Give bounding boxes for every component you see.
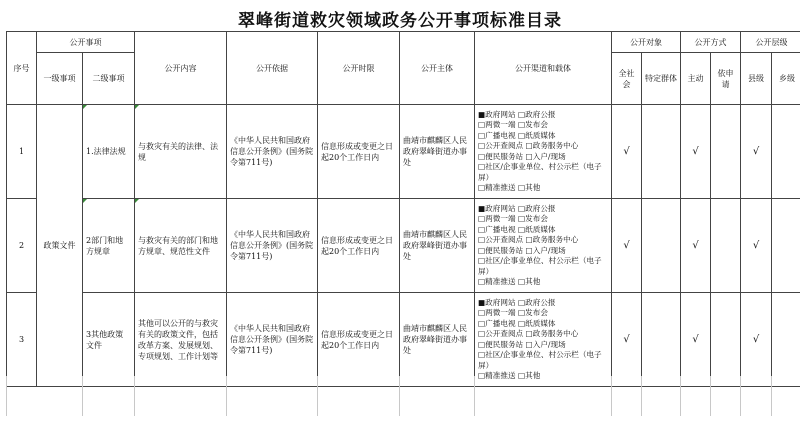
row-basis: 《中华人民共和国政府信息公开条例》(国务院令第711号) — [227, 293, 318, 387]
header-item: 公开事项 — [37, 32, 135, 53]
header-active: 主动 — [681, 53, 711, 105]
row-time: 信息形成或变更之日起20个工作日内 — [318, 293, 400, 387]
row-channels — [475, 105, 612, 199]
row-channels — [475, 293, 612, 387]
row-seq: 2 — [7, 199, 37, 293]
row-county-check: √ — [741, 105, 772, 199]
row-town-check — [772, 105, 800, 199]
row-apply-check — [711, 199, 741, 293]
table-row — [7, 199, 800, 293]
row-basis: 《中华人民共和国政府信息公开条例》(国务院令第711号) — [227, 199, 318, 293]
header-level1: 一级事项 — [37, 53, 83, 105]
row-level2: 1.法律法规 — [83, 105, 135, 199]
channel-line: □广播电视 □纸质媒体 — [478, 130, 556, 140]
row-channels — [475, 199, 612, 293]
header-level: 公开层级 — [741, 32, 800, 53]
channel-line: ■政府网站 □政府公报 — [478, 109, 556, 119]
header-county: 县级 — [741, 53, 772, 105]
row-subject: 曲靖市麒麟区人民政府翠峰街道办事处 — [400, 105, 475, 199]
row-level2: 3其他政策文件 — [83, 293, 135, 387]
table-row — [7, 293, 800, 387]
row-all-check: √ — [612, 293, 642, 387]
row-town-check — [772, 293, 800, 387]
catalog-table — [6, 31, 800, 387]
row-basis: 《中华人民共和国政府信息公开条例》(国务院令第711号) — [227, 105, 318, 199]
header-level2: 二级事项 — [83, 53, 135, 105]
channel-line: □社区/企事业单位、村公示栏（电子屏） — [478, 162, 602, 182]
header-target: 公开对象 — [612, 32, 681, 53]
channel-line: □两微一端 □发布会 — [478, 308, 548, 317]
row-specific-check — [642, 199, 681, 293]
header-content: 公开内容 — [135, 32, 227, 105]
channel-line: □公开查阅点 □政务服务中心 — [478, 329, 579, 338]
channel-line: ■政府网站 □政府公报 — [478, 297, 556, 307]
row-content: 与救灾有关的法律、法规 — [135, 105, 227, 199]
row-specific-check — [642, 105, 681, 199]
category-cell: 政策文件 — [37, 105, 83, 387]
channel-line: □广播电视 □纸质媒体 — [478, 318, 556, 328]
row-all-check: √ — [612, 105, 642, 199]
row-level2: 2部门和地方规章 — [83, 199, 135, 293]
row-seq: 3 — [7, 293, 37, 387]
row-active-check: √ — [681, 105, 711, 199]
channel-line: ■政府网站 □政府公报 — [478, 203, 556, 213]
page-title: 翠峰街道救灾领域政务公开事项标准目录 — [238, 11, 562, 31]
row-county-check: √ — [741, 293, 772, 387]
row-content: 与救灾有关的部门和地方规章、规范性文件 — [135, 199, 227, 293]
row-time: 信息形成或变更之日起20个工作日内 — [318, 199, 400, 293]
row-town-check — [772, 199, 800, 293]
header-town: 乡级 — [772, 53, 800, 105]
channel-line: □公开查阅点 □政务服务中心 — [478, 235, 579, 244]
header-basis: 公开依据 — [227, 32, 318, 105]
row-apply-check — [711, 105, 741, 199]
header-specific: 特定群体 — [642, 53, 681, 105]
channel-line: □广播电视 □纸质媒体 — [478, 224, 556, 234]
row-county-check: √ — [741, 199, 772, 293]
row-apply-check — [711, 293, 741, 387]
header-seq: 序号 — [7, 32, 37, 105]
empty-gridlines — [6, 376, 782, 416]
channel-line: □社区/企事业单位、村公示栏（电子屏） — [478, 256, 602, 276]
channel-line: □精准推送 □其他 — [478, 183, 541, 192]
header-all: 全社会 — [612, 53, 642, 105]
row-active-check: √ — [681, 293, 711, 387]
channel-line: □精准推送 □其他 — [478, 371, 541, 380]
channel-line: □便民服务站 □入户/现场 — [478, 245, 566, 255]
row-time: 信息形成或变更之日起20个工作日内 — [318, 105, 400, 199]
channel-line: □社区/企事业单位、村公示栏（电子屏） — [478, 350, 602, 370]
header-row-1 — [7, 32, 800, 53]
row-subject: 曲靖市麒麟区人民政府翠峰街道办事处 — [400, 293, 475, 387]
header-time: 公开时限 — [318, 32, 400, 105]
channel-line: □两微一端 □发布会 — [478, 214, 548, 223]
table-row — [7, 105, 800, 199]
channel-line: □两微一端 □发布会 — [478, 120, 548, 129]
header-channel: 公开渠道和载体 — [475, 32, 612, 105]
header-method: 公开方式 — [681, 32, 741, 53]
row-active-check: √ — [681, 199, 711, 293]
channel-line: □精准推送 □其他 — [478, 277, 541, 286]
row-all-check: √ — [612, 199, 642, 293]
header-apply: 依申请 — [711, 53, 741, 105]
row-subject: 曲靖市麒麟区人民政府翠峰街道办事处 — [400, 199, 475, 293]
row-seq: 1 — [7, 105, 37, 199]
channel-line: □便民服务站 □入户/现场 — [478, 339, 566, 349]
channel-line: □便民服务站 □入户/现场 — [478, 151, 566, 161]
row-specific-check — [642, 293, 681, 387]
row-content: 其他可以公开的与救灾有关的政策文件，包括改革方案、发展规划、专项规划、工作计划等 — [135, 293, 227, 387]
header-subject: 公开主体 — [400, 32, 475, 105]
channel-line: □公开查阅点 □政务服务中心 — [478, 141, 579, 150]
